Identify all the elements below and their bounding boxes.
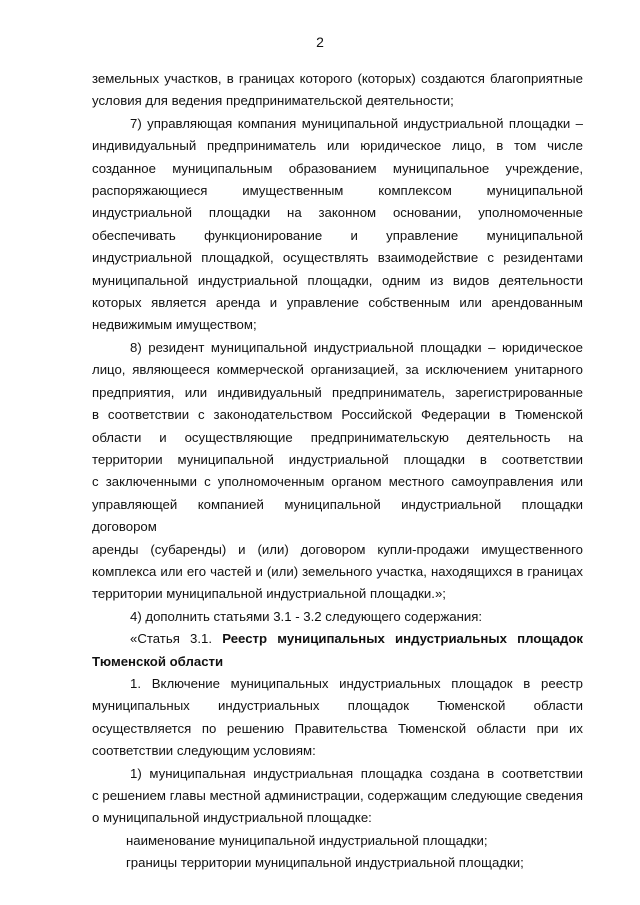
text-line: индивидуальный предприниматель или юридическое лицо, в том числе bbox=[92, 138, 583, 154]
text-line: муниципальных индустриальных площадок Тюменской области bbox=[92, 698, 583, 714]
text-line: недвижимым имуществом; bbox=[92, 317, 257, 333]
item-7-start: 7) управляющая компания муниципальной индустриальной площадки – bbox=[130, 115, 583, 131]
text-line: которых является аренда и управление собственным или арендованным bbox=[92, 295, 583, 311]
text-line: осуществляется по решению Правительства Тюменской области при их bbox=[92, 720, 583, 736]
subclause-1-start: 1) муниципальная индустриальная площадка создана в соответствии bbox=[130, 765, 583, 781]
text-line: распоряжающиеся имущественным комплексом муниципальной bbox=[92, 183, 583, 199]
article-title-cont: Тюменской области bbox=[92, 653, 224, 669]
item-8-start: 8) резидент муниципальной индустриальной площадки – юридическое bbox=[130, 339, 583, 355]
article-heading bbox=[92, 628, 583, 650]
text-line: индустриальной площадкой, осуществлять взаимодействие с резидентами bbox=[92, 250, 583, 266]
text-line: земельных участков, в границах которого (которых) создаются благоприятные bbox=[92, 71, 583, 86]
text-line: аренды (субаренды) и (или) договором купли-продажи имущественного bbox=[92, 541, 583, 557]
item-4-amendment: 4) дополнить статьями 3.1 - 3.2 следующего содержания: bbox=[130, 608, 483, 624]
text-line: индустриальной площадки на законном основании, уполномоченные bbox=[92, 205, 583, 221]
text-line: обеспечивать функционирование и управление муниципальной bbox=[92, 227, 583, 243]
text-line: комплекса или его частей и (или) земельного участка, находящихся в границах bbox=[92, 563, 583, 579]
text-line: с заключенными с уполномоченным органом местного самоуправления или bbox=[92, 474, 583, 490]
document-body bbox=[92, 68, 583, 875]
text-line: лицо, являющееся коммерческой организацией, за исключением унитарного bbox=[92, 362, 583, 378]
text-line: условия для ведения предпринимательской деятельности; bbox=[92, 93, 454, 109]
text-line: границы территории муниципальной индустриальной площадки; bbox=[126, 855, 524, 871]
text-line: области и осуществляющие предпринимательскую деятельность на bbox=[92, 429, 583, 445]
page-number: 2 bbox=[316, 34, 324, 50]
text-line: в соответствии с законодательством Российской Федерации в Тюменской bbox=[92, 407, 583, 423]
text-line: соответствии следующим условиям: bbox=[92, 743, 316, 759]
article-number: «Статья 3.1. bbox=[130, 631, 213, 647]
text-line: с решением главы местной администрации, содержащим следующие сведения bbox=[92, 788, 583, 803]
clause-1-start: 1. Включение муниципальных индустриальных площадок в реестр bbox=[130, 675, 583, 691]
text-line: наименование муниципальной индустриальной площадки; bbox=[126, 832, 488, 848]
text-line: о муниципальной индустриальной площадке: bbox=[92, 810, 372, 826]
text-line: предприятия, или индивидуальный предприниматель, зарегистрированные bbox=[92, 384, 583, 400]
text-line: территории муниципальной индустриальной площадки в соответствии bbox=[92, 451, 583, 467]
article-title: Реестр муниципальных индустриальных площадок bbox=[222, 631, 584, 647]
text-line: созданное муниципальным образованием муниципальное учреждение, bbox=[92, 160, 583, 176]
text-line: управляющей компанией муниципальной индустриальной площадки договором bbox=[92, 496, 583, 535]
text-line: территории муниципальной индустриальной площадки.»; bbox=[92, 586, 446, 602]
text-line: муниципальной индустриальной площадки, одним из видов деятельности bbox=[92, 272, 583, 288]
